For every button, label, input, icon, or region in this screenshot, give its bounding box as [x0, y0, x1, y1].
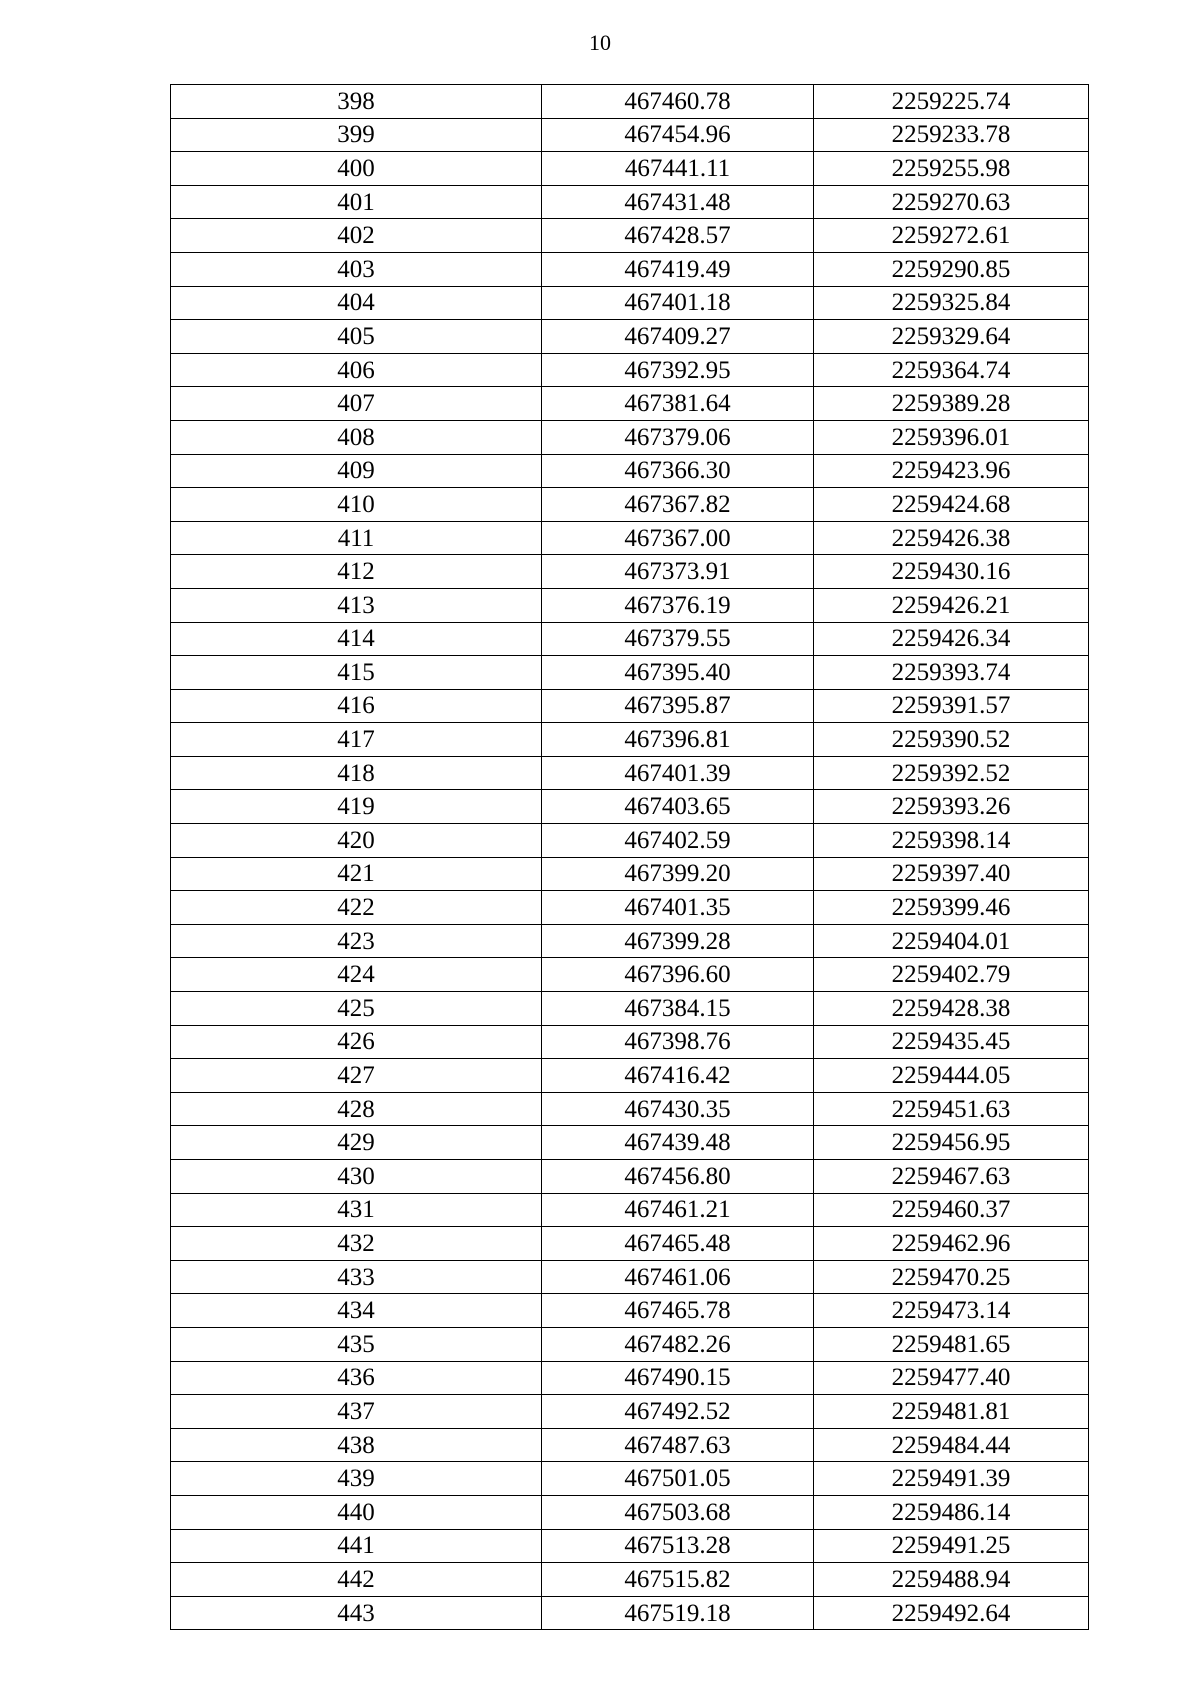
point-number-cell: 409	[171, 454, 542, 488]
point-number-cell: 423	[171, 924, 542, 958]
x-coordinate-cell: 467461.21	[542, 1193, 814, 1227]
point-number-cell: 438	[171, 1428, 542, 1462]
table-row	[171, 1227, 1089, 1261]
table-row	[171, 958, 1089, 992]
point-number-cell: 441	[171, 1529, 542, 1563]
point-number-cell: 436	[171, 1361, 542, 1395]
table-row	[171, 622, 1089, 656]
point-number-cell: 399	[171, 118, 542, 152]
table-row	[171, 1428, 1089, 1462]
table-row	[171, 118, 1089, 152]
y-coordinate-cell: 2259424.68	[814, 488, 1089, 522]
table-row	[171, 824, 1089, 858]
point-number-cell: 414	[171, 622, 542, 656]
point-number-cell: 402	[171, 219, 542, 253]
y-coordinate-cell: 2259484.44	[814, 1428, 1089, 1462]
x-coordinate-cell: 467401.18	[542, 286, 814, 320]
table-row	[171, 521, 1089, 555]
table-row	[171, 756, 1089, 790]
x-coordinate-cell: 467416.42	[542, 1059, 814, 1093]
x-coordinate-cell: 467503.68	[542, 1495, 814, 1529]
y-coordinate-cell: 2259272.61	[814, 219, 1089, 253]
x-coordinate-cell: 467381.64	[542, 387, 814, 421]
point-number-cell: 433	[171, 1260, 542, 1294]
y-coordinate-cell: 2259477.40	[814, 1361, 1089, 1395]
point-number-cell: 403	[171, 252, 542, 286]
y-coordinate-cell: 2259426.38	[814, 521, 1089, 555]
point-number-cell: 417	[171, 723, 542, 757]
table-row	[171, 1260, 1089, 1294]
table-row	[171, 219, 1089, 253]
y-coordinate-cell: 2259390.52	[814, 723, 1089, 757]
table-row	[171, 1563, 1089, 1597]
point-number-cell: 419	[171, 790, 542, 824]
y-coordinate-cell: 2259393.74	[814, 656, 1089, 690]
x-coordinate-cell: 467396.60	[542, 958, 814, 992]
table-row	[171, 1294, 1089, 1328]
point-number-cell: 442	[171, 1563, 542, 1597]
coordinates-table	[170, 84, 1089, 1630]
y-coordinate-cell: 2259467.63	[814, 1160, 1089, 1194]
x-coordinate-cell: 467401.39	[542, 756, 814, 790]
table-row	[171, 1025, 1089, 1059]
table-row	[171, 992, 1089, 1026]
x-coordinate-cell: 467379.55	[542, 622, 814, 656]
x-coordinate-cell: 467460.78	[542, 85, 814, 119]
y-coordinate-cell: 2259255.98	[814, 152, 1089, 186]
x-coordinate-cell: 467373.91	[542, 555, 814, 589]
y-coordinate-cell: 2259435.45	[814, 1025, 1089, 1059]
table-row	[171, 1193, 1089, 1227]
x-coordinate-cell: 467490.15	[542, 1361, 814, 1395]
x-coordinate-cell: 467465.48	[542, 1227, 814, 1261]
table-row	[171, 488, 1089, 522]
y-coordinate-cell: 2259402.79	[814, 958, 1089, 992]
y-coordinate-cell: 2259491.25	[814, 1529, 1089, 1563]
table-row	[171, 924, 1089, 958]
y-coordinate-cell: 2259329.64	[814, 320, 1089, 354]
x-coordinate-cell: 467430.35	[542, 1092, 814, 1126]
x-coordinate-cell: 467395.40	[542, 656, 814, 690]
table-row	[171, 353, 1089, 387]
point-number-cell: 413	[171, 588, 542, 622]
table-row	[171, 1126, 1089, 1160]
table-row	[171, 689, 1089, 723]
table-row	[171, 1495, 1089, 1529]
table-row	[171, 85, 1089, 119]
x-coordinate-cell: 467384.15	[542, 992, 814, 1026]
point-number-cell: 418	[171, 756, 542, 790]
table-row	[171, 185, 1089, 219]
point-number-cell: 407	[171, 387, 542, 421]
x-coordinate-cell: 467501.05	[542, 1462, 814, 1496]
y-coordinate-cell: 2259391.57	[814, 689, 1089, 723]
y-coordinate-cell: 2259399.46	[814, 891, 1089, 925]
y-coordinate-cell: 2259325.84	[814, 286, 1089, 320]
point-number-cell: 429	[171, 1126, 542, 1160]
point-number-cell: 426	[171, 1025, 542, 1059]
x-coordinate-cell: 467454.96	[542, 118, 814, 152]
y-coordinate-cell: 2259364.74	[814, 353, 1089, 387]
point-number-cell: 415	[171, 656, 542, 690]
x-coordinate-cell: 467401.35	[542, 891, 814, 925]
table-row	[171, 1462, 1089, 1496]
x-coordinate-cell: 467398.76	[542, 1025, 814, 1059]
point-number-cell: 405	[171, 320, 542, 354]
y-coordinate-cell: 2259470.25	[814, 1260, 1089, 1294]
table-row	[171, 252, 1089, 286]
x-coordinate-cell: 467395.87	[542, 689, 814, 723]
y-coordinate-cell: 2259481.65	[814, 1327, 1089, 1361]
point-number-cell: 400	[171, 152, 542, 186]
table-row	[171, 286, 1089, 320]
x-coordinate-cell: 467379.06	[542, 420, 814, 454]
point-number-cell: 431	[171, 1193, 542, 1227]
x-coordinate-cell: 467376.19	[542, 588, 814, 622]
x-coordinate-cell: 467402.59	[542, 824, 814, 858]
table-row	[171, 1395, 1089, 1429]
x-coordinate-cell: 467441.11	[542, 152, 814, 186]
table-row	[171, 387, 1089, 421]
table-row	[171, 857, 1089, 891]
x-coordinate-cell: 467431.48	[542, 185, 814, 219]
point-number-cell: 398	[171, 85, 542, 119]
point-number-cell: 404	[171, 286, 542, 320]
point-number-cell: 410	[171, 488, 542, 522]
y-coordinate-cell: 2259428.38	[814, 992, 1089, 1026]
point-number-cell: 440	[171, 1495, 542, 1529]
y-coordinate-cell: 2259426.21	[814, 588, 1089, 622]
x-coordinate-cell: 467487.63	[542, 1428, 814, 1462]
point-number-cell: 421	[171, 857, 542, 891]
y-coordinate-cell: 2259491.39	[814, 1462, 1089, 1496]
x-coordinate-cell: 467366.30	[542, 454, 814, 488]
y-coordinate-cell: 2259481.81	[814, 1395, 1089, 1429]
point-number-cell: 412	[171, 555, 542, 589]
x-coordinate-cell: 467399.28	[542, 924, 814, 958]
x-coordinate-cell: 467465.78	[542, 1294, 814, 1328]
x-coordinate-cell: 467456.80	[542, 1160, 814, 1194]
y-coordinate-cell: 2259225.74	[814, 85, 1089, 119]
point-number-cell: 434	[171, 1294, 542, 1328]
point-number-cell: 428	[171, 1092, 542, 1126]
y-coordinate-cell: 2259423.96	[814, 454, 1089, 488]
table-row	[171, 1160, 1089, 1194]
x-coordinate-cell: 467519.18	[542, 1596, 814, 1630]
table-row	[171, 656, 1089, 690]
table-row	[171, 723, 1089, 757]
table-row	[171, 588, 1089, 622]
table-row	[171, 420, 1089, 454]
table-row	[171, 1361, 1089, 1395]
table-row	[171, 790, 1089, 824]
y-coordinate-cell: 2259397.40	[814, 857, 1089, 891]
table-row	[171, 454, 1089, 488]
point-number-cell: 406	[171, 353, 542, 387]
x-coordinate-cell: 467409.27	[542, 320, 814, 354]
table-row	[171, 1596, 1089, 1630]
x-coordinate-cell: 467419.49	[542, 252, 814, 286]
point-number-cell: 424	[171, 958, 542, 992]
x-coordinate-cell: 467513.28	[542, 1529, 814, 1563]
point-number-cell: 430	[171, 1160, 542, 1194]
coordinates-table-body	[171, 85, 1089, 1630]
y-coordinate-cell: 2259426.34	[814, 622, 1089, 656]
x-coordinate-cell: 467367.00	[542, 521, 814, 555]
x-coordinate-cell: 467399.20	[542, 857, 814, 891]
x-coordinate-cell: 467396.81	[542, 723, 814, 757]
table-row	[171, 555, 1089, 589]
table-row	[171, 891, 1089, 925]
x-coordinate-cell: 467403.65	[542, 790, 814, 824]
point-number-cell: 432	[171, 1227, 542, 1261]
y-coordinate-cell: 2259488.94	[814, 1563, 1089, 1597]
table-row	[171, 152, 1089, 186]
table-row	[171, 1327, 1089, 1361]
point-number-cell: 416	[171, 689, 542, 723]
point-number-cell: 435	[171, 1327, 542, 1361]
table-row	[171, 1059, 1089, 1093]
y-coordinate-cell: 2259389.28	[814, 387, 1089, 421]
y-coordinate-cell: 2259460.37	[814, 1193, 1089, 1227]
x-coordinate-cell: 467492.52	[542, 1395, 814, 1429]
x-coordinate-cell: 467367.82	[542, 488, 814, 522]
point-number-cell: 401	[171, 185, 542, 219]
y-coordinate-cell: 2259444.05	[814, 1059, 1089, 1093]
y-coordinate-cell: 2259393.26	[814, 790, 1089, 824]
x-coordinate-cell: 467428.57	[542, 219, 814, 253]
table-row	[171, 1092, 1089, 1126]
x-coordinate-cell: 467439.48	[542, 1126, 814, 1160]
point-number-cell: 420	[171, 824, 542, 858]
y-coordinate-cell: 2259404.01	[814, 924, 1089, 958]
x-coordinate-cell: 467461.06	[542, 1260, 814, 1294]
y-coordinate-cell: 2259398.14	[814, 824, 1089, 858]
y-coordinate-cell: 2259451.63	[814, 1092, 1089, 1126]
y-coordinate-cell: 2259486.14	[814, 1495, 1089, 1529]
point-number-cell: 408	[171, 420, 542, 454]
point-number-cell: 439	[171, 1462, 542, 1496]
y-coordinate-cell: 2259462.96	[814, 1227, 1089, 1261]
y-coordinate-cell: 2259473.14	[814, 1294, 1089, 1328]
x-coordinate-cell: 467482.26	[542, 1327, 814, 1361]
point-number-cell: 411	[171, 521, 542, 555]
point-number-cell: 437	[171, 1395, 542, 1429]
point-number-cell: 427	[171, 1059, 542, 1093]
y-coordinate-cell: 2259396.01	[814, 420, 1089, 454]
y-coordinate-cell: 2259233.78	[814, 118, 1089, 152]
x-coordinate-cell: 467515.82	[542, 1563, 814, 1597]
table-row	[171, 320, 1089, 354]
y-coordinate-cell: 2259270.63	[814, 185, 1089, 219]
y-coordinate-cell: 2259290.85	[814, 252, 1089, 286]
y-coordinate-cell: 2259392.52	[814, 756, 1089, 790]
point-number-cell: 422	[171, 891, 542, 925]
y-coordinate-cell: 2259430.16	[814, 555, 1089, 589]
point-number-cell: 443	[171, 1596, 542, 1630]
page-number: 10	[589, 30, 611, 55]
point-number-cell: 425	[171, 992, 542, 1026]
x-coordinate-cell: 467392.95	[542, 353, 814, 387]
table-row	[171, 1529, 1089, 1563]
y-coordinate-cell: 2259456.95	[814, 1126, 1089, 1160]
y-coordinate-cell: 2259492.64	[814, 1596, 1089, 1630]
